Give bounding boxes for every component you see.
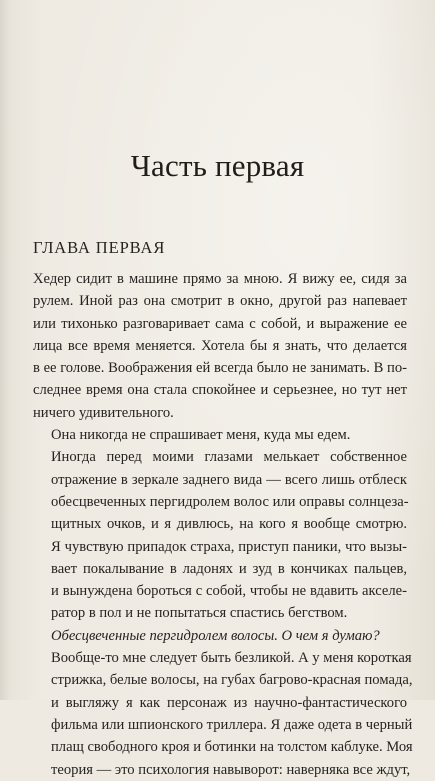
text-line: лица все время меняется. Хотела бы я знать, что делается — [33, 337, 407, 354]
text-line: обесцвеченных пергидролем волос или оправы солнцеза- — [51, 493, 409, 510]
paragraph — [33, 424, 407, 446]
page-edge-shadow — [0, 0, 10, 700]
text-line: и выгляжу я как персонаж из научно-фантастического — [51, 694, 407, 711]
text-line: отражение в зеркале заднего вида — всего лишь отблеск — [51, 471, 407, 488]
text-line: фильма или шпионского триллера. Я даже одета в черный — [51, 716, 413, 733]
part-title: Часть первая — [130, 148, 305, 183]
paragraph — [33, 446, 407, 624]
text-line: следнее время она стала спокойнее и серьезнее, но тут нет — [33, 382, 407, 399]
paragraph — [33, 625, 407, 647]
text-line: плащ свободного кроя и ботинки на толстом каблуке. Моя — [51, 739, 413, 756]
paragraph — [33, 647, 413, 781]
text-line: рулем. Иной раз она смотрит в окно, другой раз напевает — [33, 293, 407, 310]
text-line: Она никогда не спрашивает меня, куда мы едем. — [51, 427, 351, 444]
text-line: Я чувствую припадок страха, приступ паники, что вызы- — [51, 538, 407, 555]
text-line: Вообще-то мне следует быть безликой. А у меня короткая — [51, 650, 412, 667]
text-line: ратор в пол и не попытаться спастись бегством. — [51, 605, 348, 622]
chapter-title: ГЛАВА ПЕРВАЯ — [33, 238, 166, 257]
text-line: вает покалывание в ладонях и зуд в кончиках пальцев, — [51, 560, 407, 577]
text-line: Обесцвеченные пергидролем волосы. О чем я думаю? — [51, 627, 380, 644]
text-line: или тихонько разговаривает сама с собой, и выражение ее — [33, 315, 407, 332]
body-text — [33, 268, 413, 781]
text-line: Хедер сидит в машине прямо за мною. Я вижу ее, сидя за — [33, 271, 407, 287]
text-line: в ее голове. Воображения ей всегда было не занимать. В по- — [33, 360, 407, 377]
text-line: Иногда перед моими глазами мелькает собственное — [51, 449, 407, 466]
text-line: ничего удивительного. — [33, 404, 174, 421]
text-line: и вынуждена бороться с собой, чтобы не вдавить акселе- — [51, 583, 407, 600]
text-line: теория — это психология навыворот: наверняка все ждут, — [51, 761, 411, 778]
text-line: щитных очков, и я дивлюсь, на кого я вообще смотрю. — [51, 516, 407, 533]
paragraph — [33, 268, 407, 424]
text-line: стрижка, белые волосы, на губах багрово-красная помада, — [51, 672, 413, 689]
